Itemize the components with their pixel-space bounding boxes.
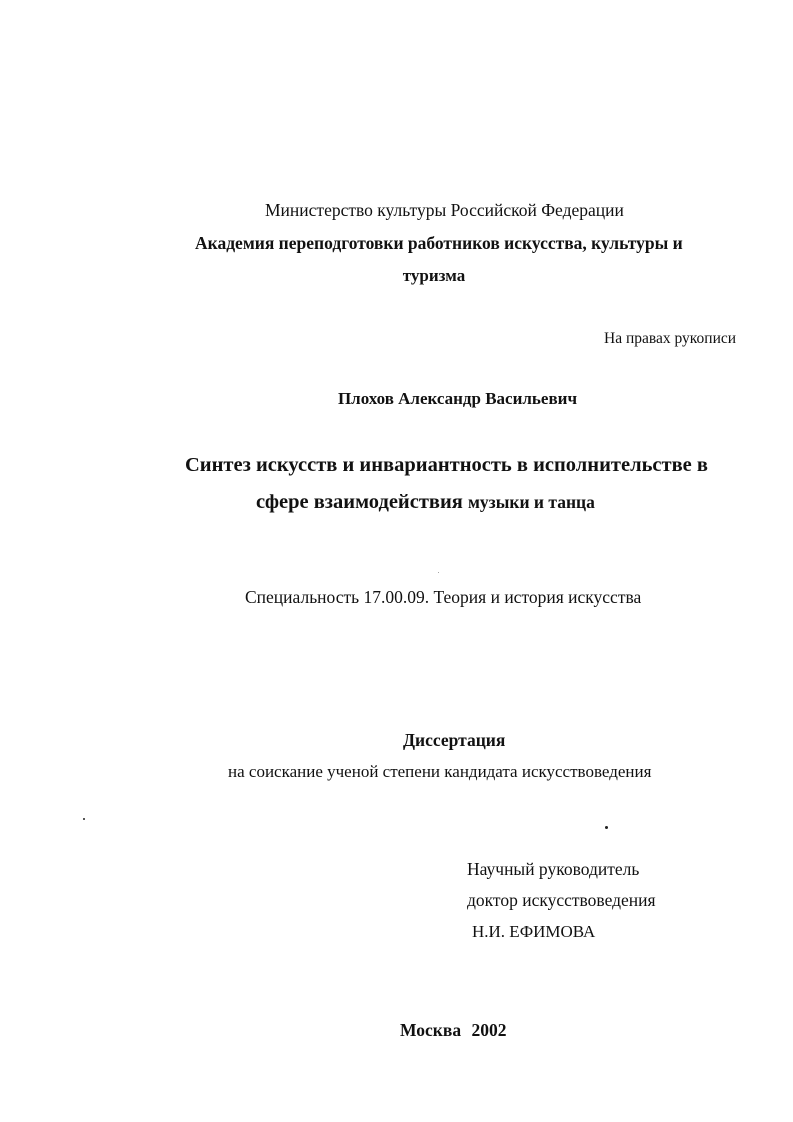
academy-name-line-1: Академия переподготовки работников искусства, культуры и [195, 233, 683, 253]
rights-note: На правах рукописи [604, 330, 737, 347]
title-line-2-tail: музыки и танца [468, 492, 595, 512]
city-year: Москва 2002 [400, 1020, 507, 1040]
advisor-degree: доктор искусствоведения [467, 890, 656, 910]
advisor-name: Н.И. ЕФИМОВА [472, 922, 596, 941]
dissertation-title-line-1: Синтез искусств и инвариантность в исполнительстве в [185, 454, 708, 476]
dissertation-title-line-2 [256, 489, 595, 515]
scan-speck [83, 818, 85, 820]
academy-name-line-2: туризма [402, 266, 466, 285]
title-line-2-head: сфере взаимодействия [256, 491, 463, 513]
dissertation-subtitle: на соискание ученой степени кандидата искусствоведения [228, 762, 652, 781]
speciality-line: Специальность 17.00.09. Теория и история искусства [245, 587, 642, 607]
scan-speck [605, 826, 608, 829]
dissertation-label: Диссертация [403, 730, 506, 750]
scan-speck [438, 572, 439, 573]
author-name: Плохов Александр Васильевич [337, 389, 578, 408]
ministry-name: Министерство культуры Российской Федерации [265, 200, 624, 220]
advisor-role: Научный руководитель [467, 859, 640, 879]
